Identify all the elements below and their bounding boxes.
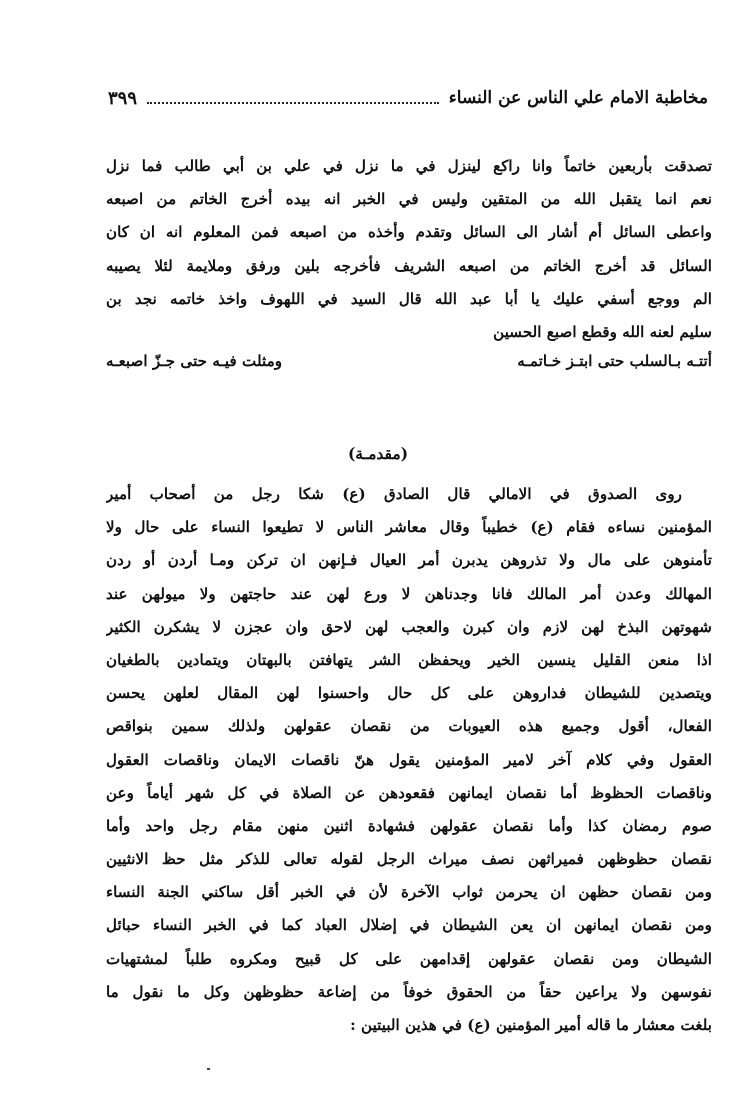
- text-line: ويتصدين للشيطان فداروهن على كل حال واحسنوا لهن المقال لعلهن يحسن: [106, 684, 712, 703]
- text-line: العقول وفي كلام آخر لامير المؤمنين يقول هنّ ناقصات الايمان وناقصات العقول: [106, 750, 712, 769]
- first-hemistich: أتتـه بـالسلب حتى ابتـز خـاتمـه: [517, 352, 712, 370]
- text-line: وناقصات الحظوظ أما نقصان ايمانهن فقعودهن عن الصلاة في كل شهر أياماً وعن: [106, 783, 712, 802]
- text-line: الم ووجع أسفي عليك يا أبا عبد الله قال السيد في اللهوف واخذ خاتمه نجد بن: [106, 289, 712, 308]
- running-header: [108, 84, 708, 112]
- text-line: ومن نقصان حظهن ان يحرمن ثواب الآخرة لأن في الخبر أقل ساكني الجنة النساء: [106, 883, 712, 902]
- text-line: المؤمنين نساءه فقام (ع) خطيباً وقال معاشر الناس لا تطيعوا النساء على حال ولا: [106, 518, 712, 537]
- text-line: صوم رمضان كذا وأما نقصان عقولهن فشهادة اثنين منهن مقام رجل واحد وأما: [106, 816, 712, 835]
- text-line: الشيطان ومن نقصان عقولهن إقدامهن على كل قبيح ومكروه طلباً لمشتهيات: [106, 949, 712, 968]
- poem-verse: [106, 344, 712, 378]
- text-line: بلغت معشار ما قاله أمير المؤمنين (ع) في هذين البيتين :: [350, 1016, 712, 1034]
- header-dot-leader: [147, 92, 439, 104]
- text-line: نقصان حظوظهن فميراثهن نصف ميراث الرجل لقوله تعالى للذكر مثل حظ الانثيين: [106, 850, 712, 869]
- text-line: اذا منعن القليل ينسين الخير ويحفظن الشر يتهافتن بالبهتان ويتمادين بالطغيان: [106, 650, 712, 669]
- page-number: ٣٩٩: [108, 87, 138, 109]
- text-line: واعطى السائل أم أشار الى السائل وتقدم وأخذه من اصبعه فمن المعلوم انه ان كان: [106, 223, 712, 242]
- paragraph-introduction: [106, 478, 712, 1042]
- text-line: ومن نقصان ايمانهن ان يعن الشيطان في إضلال العباد كما في الخبر النساء حبائل: [106, 916, 712, 935]
- text-line: الفعال، أقول وجميع هذه العيوبات من نقصان عقولهن ولذلك سمين بنواقص: [106, 717, 712, 736]
- paragraph-continued: [106, 150, 712, 349]
- text-line: روى الصدوق في الامالي قال الصادق (ع) شكا رجل من أصحاب أمير: [106, 485, 682, 503]
- scan-speck: [207, 1068, 210, 1070]
- header-title: مخاطبة الامام علي الناس عن النساء: [448, 88, 708, 108]
- text-line: المهالك وعدن أمر المالك فانا وجدناهن لا ورع لهن عند حاجتهن ولا ميولهن عند: [106, 584, 712, 603]
- text-line: تأمنوهن على مال ولا تذروهن يدبرن أمر العيال فـإنهن ان تركن ومـا أردن أو ردن: [106, 551, 712, 570]
- text-line: نفوسهن ولا يراعين حقاً من الحقوق خوفاً من إضاعة حظوظهن وكل ما نقول ما: [106, 982, 712, 1001]
- second-hemistich: ومثلت فيـه حتى جـزّ اصبعـه: [106, 352, 283, 370]
- text-line: نعم انما يتقبل الله من المتقين وليس في الخبر انه بيده أخرج الخاتم من اصبعه: [106, 190, 712, 209]
- text-line: سليم لعنه الله وقطع اصبع الحسين: [493, 322, 712, 341]
- text-line: السائل قد أخرج الخاتم من اصبعه الشريف فأخرجه بلين ورفق وملايمة لئلا يصيبه: [106, 256, 712, 275]
- section-heading: (مقدمـة): [347, 444, 409, 463]
- text-line: شهوتهن البذخ لهن لازم وان كبرن والعجب لهن لاحق وان عجزن لا يشكرن الكثير: [106, 617, 712, 636]
- text-line: تصدقت بأربعين خاتماً وانا راكع لينزل في ما نزل في علي بن أبي طالب فما نزل: [106, 157, 712, 175]
